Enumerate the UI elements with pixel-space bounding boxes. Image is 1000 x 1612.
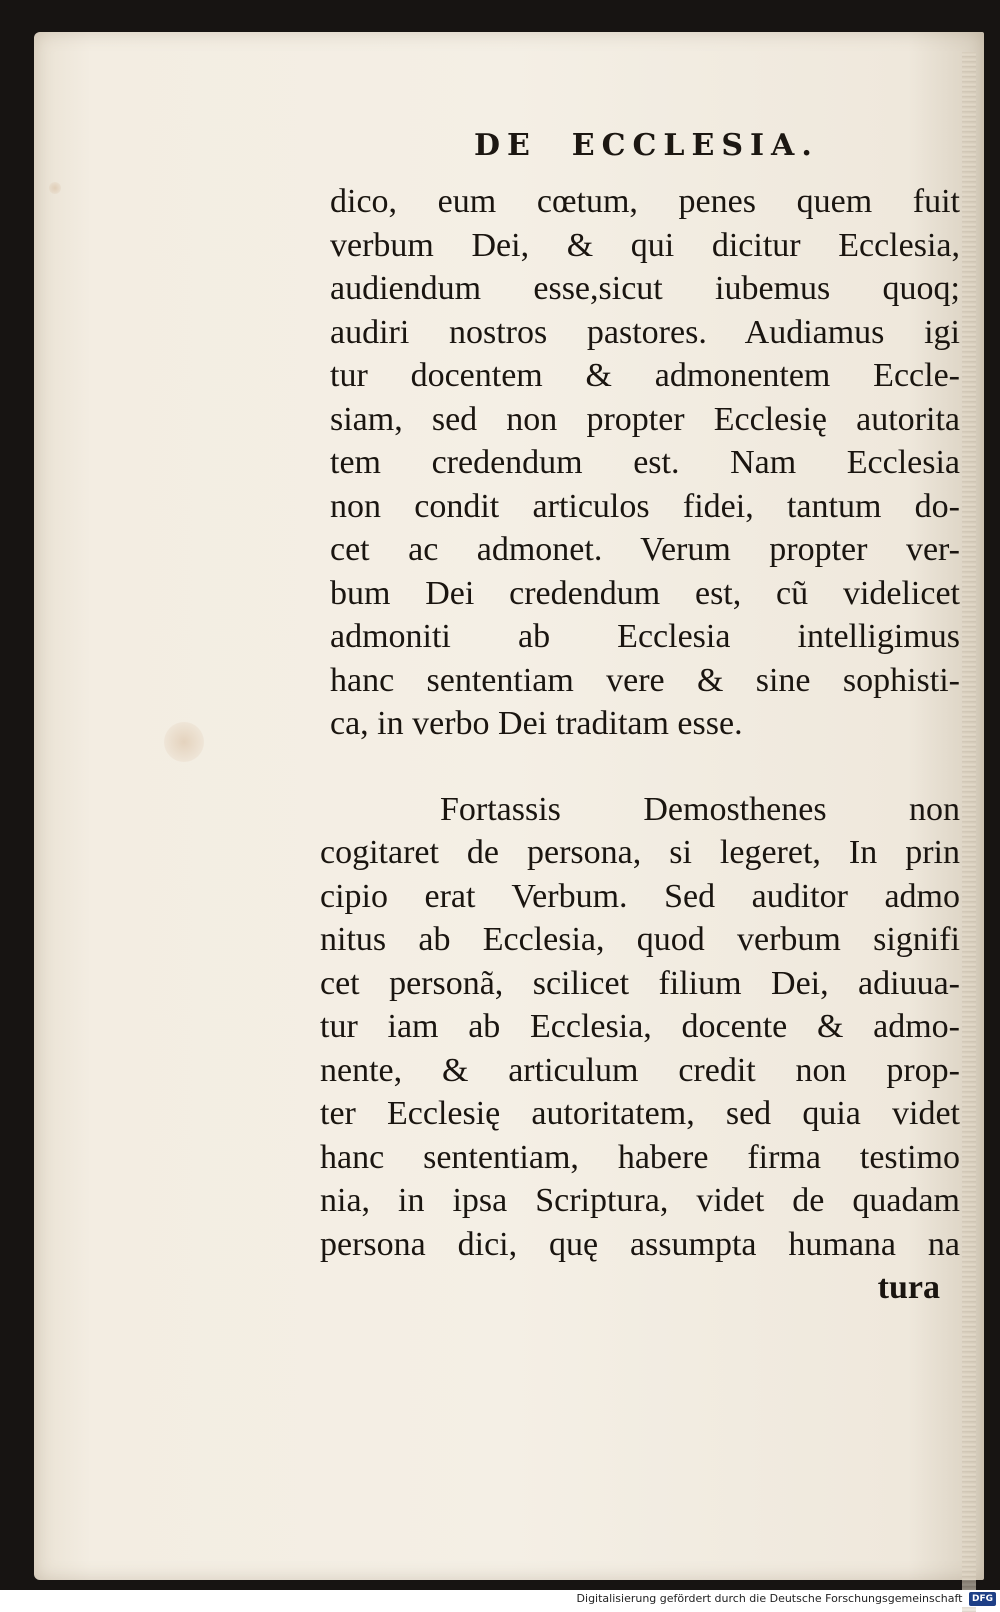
catchword: tura [877,1269,940,1306]
body-text [320,180,960,1310]
text-line: bum Dei credendum est, cũ videlicet [330,574,960,612]
running-head: DE ECCLESIA. [474,128,819,163]
text-line: audiri nostros pastores. Audiamus igi [330,313,960,351]
text-line: ter Ecclesię autoritatem, sed quia videt [320,1095,960,1132]
text-line: dico, eum cœtum, penes quem fuit [330,183,960,220]
text-line: persona dici, quę assumpta humana na [320,1225,960,1263]
paragraph-1 [330,180,960,746]
text-line: cipio erat Verbum. Sed auditor admo [320,877,960,915]
text-line: cet personã, scilicet filium Dei, adiuua- [320,964,960,1002]
dfg-logo-icon: DFG [969,1592,996,1606]
text-line: audiendum esse,sicut iubemus quoq; [330,270,960,307]
text-line: tem credendum est. Nam Ecclesia [330,444,960,481]
text-line: ca, in verbo Dei traditam esse. [330,705,743,742]
text-line: tur docentem & admonentem Eccle- [330,357,960,394]
text-line: verbum Dei, & qui dicitur Ecclesia, [330,226,960,264]
text-line: hanc sententiam vere & sine sophisti- [330,661,960,699]
text-line: nitus ab Ecclesia, quod verbum signifi [320,921,960,958]
text-line: cet ac admonet. Verum propter ver- [330,531,960,568]
text-line: tur iam ab Ecclesia, docente & admo- [320,1008,960,1045]
footer-credit: Digitalisierung gefördert durch die Deutsche Forschungsgemeinschaft [576,1592,963,1605]
foxing-stain [164,722,204,762]
text-line: hanc sententiam, habere firma testimo [320,1138,960,1176]
foxing-stain [49,182,61,194]
text-line: siam, sed non propter Ecclesię autorita [330,400,960,438]
paragraph-2 [320,788,960,1310]
text-line: admoniti ab Ecclesia intelligimus [330,618,960,655]
text-line: non condit articulos fidei, tantum do- [330,487,960,525]
text-line: Fortassis Demosthenes non [440,790,960,828]
text-line: nente, & articulum credit non prop- [320,1051,960,1089]
text-line: cogitaret de persona, si legeret, In prin [320,834,960,871]
text-line: nia, in ipsa Scriptura, videt de quadam [320,1182,960,1219]
page-edge [962,52,976,1612]
digitization-footer [0,1590,1000,1607]
